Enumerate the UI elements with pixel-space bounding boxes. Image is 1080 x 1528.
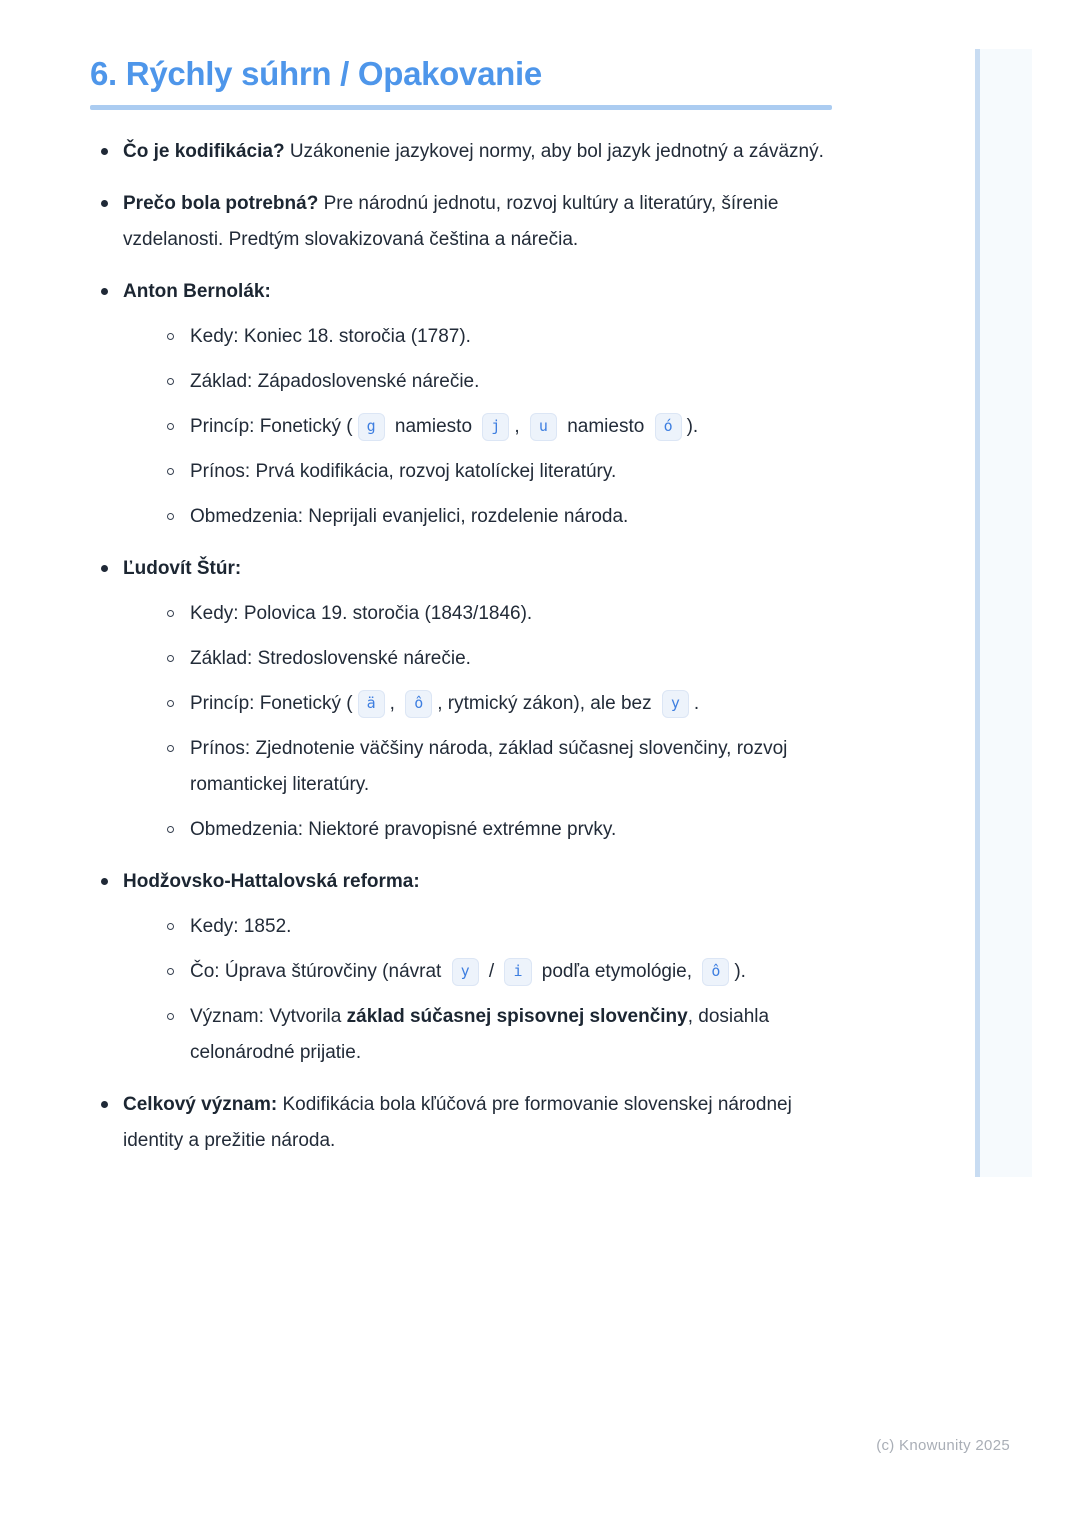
copyright-footer: (c) Knowunity 2025 (876, 1437, 1010, 1454)
sub-list-item (156, 499, 832, 535)
bold-text: Ľudovít Štúr: (123, 558, 242, 579)
text-run: namiesto (389, 416, 478, 437)
circle-bullet-icon (167, 968, 174, 975)
text-run: ). (686, 416, 699, 437)
text-run: , (389, 693, 401, 714)
inline-code-badge: ô (405, 690, 432, 718)
bold-text: Hodžovsko-Hattalovská reforma: (123, 871, 420, 892)
bullet-icon (101, 200, 108, 207)
sub-item-text (190, 954, 832, 990)
text-run: Prínos: Zjednotenie väčšiny národa, základ súčasnej slovenčiny, rozvoj romantickej literatúry. (190, 738, 788, 795)
sub-list-item (156, 409, 832, 445)
text-run: Pre národnú jednotu, rozvoj kultúry a literatúry, šírenie vzdelanosti. Predtým slovakizovaná čeština a nárečia. (123, 193, 779, 250)
circle-bullet-icon (167, 468, 174, 475)
text-run: Význam: Vytvorila (190, 1006, 347, 1027)
sub-list-item (156, 641, 832, 677)
inline-code-badge: ä (358, 690, 385, 718)
sub-list-item (156, 686, 832, 722)
sub-list-item (156, 812, 832, 848)
bullet-icon (101, 1101, 108, 1108)
sub-item-text (190, 812, 832, 848)
bold-text: Celkový význam: (123, 1094, 278, 1115)
text-run: Obmedzenia: Neprijali evanjelici, rozdelenie národa. (190, 506, 629, 527)
text-run: / (483, 961, 500, 982)
text-run: Princíp: Fonetický ( (190, 416, 353, 437)
circle-bullet-icon (167, 700, 174, 707)
text-run: , rytmický zákon), ale bez (437, 693, 657, 714)
side-accent-panel (975, 49, 1032, 1177)
list-item-text (123, 274, 832, 310)
bold-text: Čo je kodifikácia? (123, 141, 285, 162)
circle-bullet-icon (167, 513, 174, 520)
bullet-icon (101, 148, 108, 155)
bold-text: Prečo bola potrebná? (123, 193, 319, 214)
text-run: Princíp: Fonetický ( (190, 693, 353, 714)
text-run: Uzákonenie jazykovej normy, aby bol jazyk jednotný a záväzný. (284, 141, 824, 162)
inline-code-badge: y (662, 690, 689, 718)
text-run: , (514, 416, 525, 437)
inline-code-badge: u (530, 413, 557, 441)
bold-text: základ súčasnej spisovnej slovenčiny (346, 1006, 688, 1027)
circle-bullet-icon (167, 1013, 174, 1020)
list-item-text (123, 551, 832, 587)
list-item (90, 134, 832, 170)
text-run: Kedy: 1852. (190, 916, 292, 937)
text-run: Kodifikácia bola kľúčová pre formovanie slovenskej národnej identity a prežitie národa. (123, 1094, 792, 1151)
text-run: ). (734, 961, 746, 982)
inline-code-badge: ó (655, 413, 682, 441)
content-column (90, 54, 832, 1159)
text-run: Základ: Stredoslovenské nárečie. (190, 648, 471, 669)
list-item (90, 186, 832, 258)
sub-item-text (190, 596, 832, 632)
text-run: Základ: Západoslovenské nárečie. (190, 371, 480, 392)
bullet-icon (101, 565, 108, 572)
summary-list (90, 134, 832, 1159)
inline-code-badge: j (482, 413, 509, 441)
list-item-text (123, 134, 832, 170)
sub-item-text (190, 909, 832, 945)
sub-list-item (156, 454, 832, 490)
bullet-icon (101, 878, 108, 885)
sub-item-text (190, 454, 832, 490)
circle-bullet-icon (167, 333, 174, 340)
text-run: , dosiahla celonárodné prijatie. (190, 1006, 770, 1063)
sub-item-text (190, 731, 832, 803)
sub-list (156, 909, 832, 1071)
circle-bullet-icon (167, 423, 174, 430)
circle-bullet-icon (167, 923, 174, 930)
inline-code-badge: g (358, 413, 385, 441)
bullet-icon (101, 288, 108, 295)
list-item (90, 1087, 832, 1159)
sub-item-text (190, 409, 832, 445)
sub-list-item (156, 364, 832, 400)
sub-item-text (190, 499, 832, 535)
inline-code-badge: i (504, 958, 531, 986)
circle-bullet-icon (167, 745, 174, 752)
text-run: . (693, 693, 700, 714)
text-run: Kedy: Polovica 19. storočia (1843/1846). (190, 603, 533, 624)
page-title: 6. Rýchly súhrn / Opakovanie (90, 55, 542, 92)
text-run: Prínos: Prvá kodifikácia, rozvoj katolíckej literatúry. (190, 461, 617, 482)
text-run: namiesto (561, 416, 650, 437)
inline-code-badge: ô (702, 958, 729, 986)
list-item (90, 274, 832, 535)
list-item-text (123, 1087, 832, 1159)
circle-bullet-icon (167, 610, 174, 617)
sub-item-text (190, 999, 832, 1071)
circle-bullet-icon (167, 655, 174, 662)
text-run: Čo: Úprava štúrovčiny (návrat (190, 961, 447, 982)
title-underline (90, 105, 832, 110)
bold-text: Anton Bernolák: (123, 281, 271, 302)
sub-item-text (190, 364, 832, 400)
inline-code-badge: y (452, 958, 479, 986)
sub-item-text (190, 641, 832, 677)
sub-list-item (156, 909, 832, 945)
circle-bullet-icon (167, 826, 174, 833)
sub-list-item (156, 596, 832, 632)
sub-list (156, 319, 832, 535)
sub-item-text (190, 686, 832, 722)
circle-bullet-icon (167, 378, 174, 385)
list-item (90, 551, 832, 848)
list-item (90, 864, 832, 1071)
list-item-text (123, 186, 832, 258)
sub-list-item (156, 954, 832, 990)
text-run: Obmedzenia: Niektoré pravopisné extrémne prvky. (190, 819, 617, 840)
sub-list-item (156, 319, 832, 355)
text-run: podľa etymológie, (536, 961, 698, 982)
sub-list-item (156, 999, 832, 1071)
sub-list (156, 596, 832, 848)
list-item-text (123, 864, 832, 900)
sub-list-item (156, 731, 832, 803)
sub-item-text (190, 319, 832, 355)
text-run: Kedy: Koniec 18. storočia (1787). (190, 326, 471, 347)
